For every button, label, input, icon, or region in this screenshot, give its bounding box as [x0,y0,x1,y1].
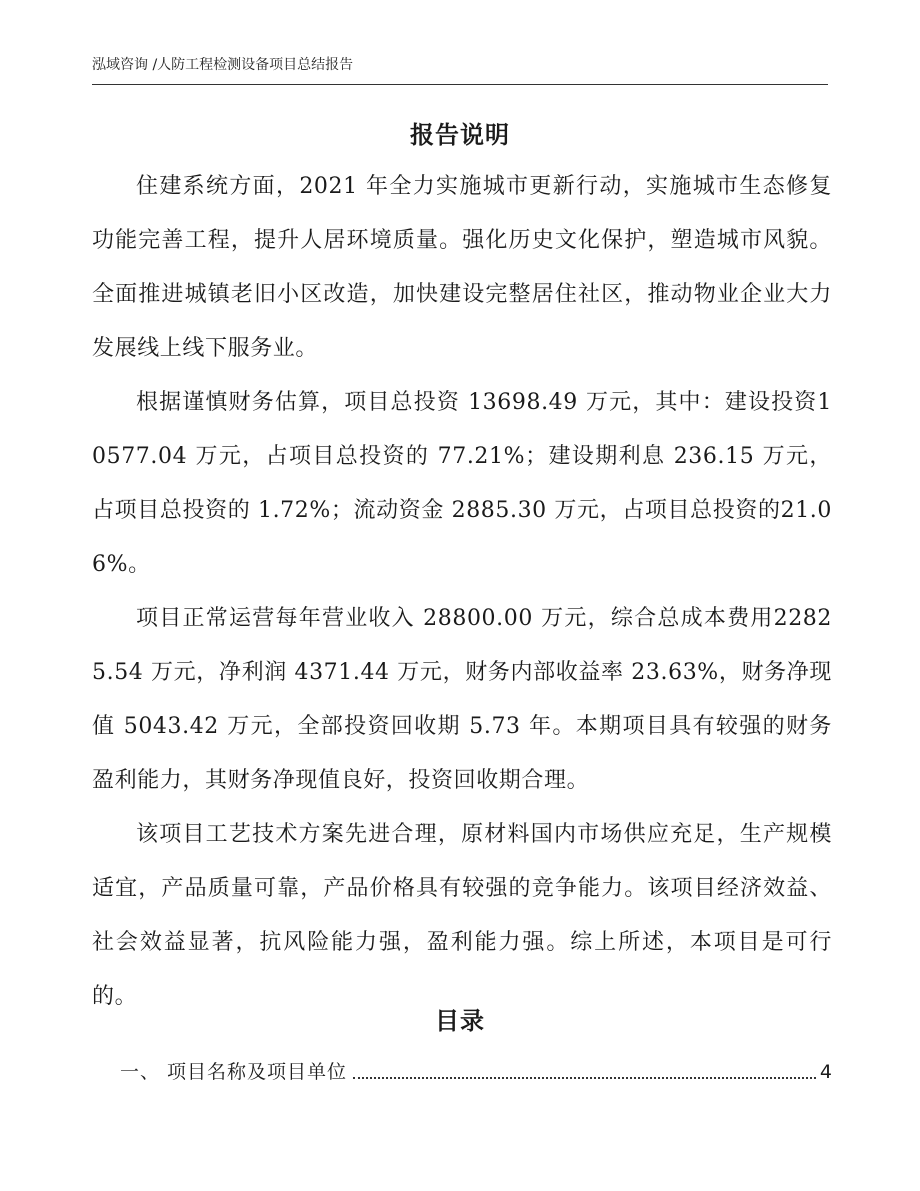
toc-entry-page: 4 [819,1061,832,1083]
paragraph-financials: 项目正常运营每年营业收入 28800.00 万元，综合总成本费用22825.54 万元，净利润 4371.44 万元，财务内部收益率 23.63%，财务净现值 5043.42 万元，全部投资回收期 5.73 年。本期项目具有较强的财务盈利能力，其财务净现值良好，投资回收期合理。 [92,606,832,793]
paragraph-investment: 根据谨慎财务估算，项目总投资 13698.49 万元，其中：建设投资10577.04 万元，占项目总投资的 77.21%；建设期利息 236.15 万元，占项目总投资的 1.72%；流动资金 2885.30 万元，占项目总投资的21.06%。 [92,390,832,577]
report-title: 报告说明 [410,120,510,149]
toc-leader-dots [353,1077,816,1079]
paragraph-conclusion: 该项目工艺技术方案先进合理，原材料国内市场供应充足，生产规模适宜，产品质量可靠，产品价格具有较强的竞争能力。该项目经济效益、社会效益显著，抗风险能力强，盈利能力强。综上所述，本项目是可行的。 [92,822,832,1009]
page-header: 泓域咨询 /人防工程检测设备项目总结报告 [92,54,828,85]
toc-entry[interactable] [120,1056,832,1086]
toc-title: 目录 [435,1006,485,1035]
paragraph-policy: 住建系统方面，2021 年全力实施城市更新行动，实施城市生态修复功能完善工程，提升人居环境质量。强化历史文化保护，塑造城市风貌。全面推进城镇老旧小区改造，加快建设完整居住社区，推动物业企业大力发展线上线下服务业。 [92,174,832,361]
toc-entry-label: 一、 项目名称及项目单位 [120,1061,348,1083]
report-body [92,160,832,1024]
